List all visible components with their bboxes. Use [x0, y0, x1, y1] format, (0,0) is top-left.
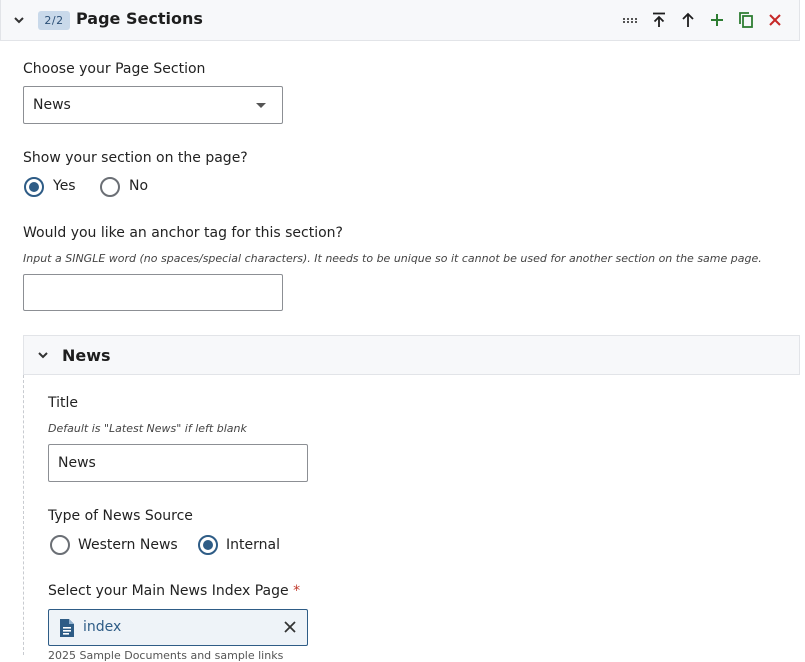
- drag-handle-icon[interactable]: [621, 11, 639, 29]
- title-help: Default is "Latest News" if left blank: [48, 422, 247, 435]
- show-section-label: Show your section on the page?: [23, 150, 248, 166]
- source-internal-radio[interactable]: [198, 535, 218, 555]
- section-title: Page Sections: [76, 9, 203, 28]
- source-western-radio[interactable]: [50, 535, 70, 555]
- title-input-value: News: [58, 455, 96, 471]
- section-count-badge: 2/2: [38, 11, 70, 30]
- news-block-header: [23, 335, 800, 375]
- title-label: Title: [48, 395, 79, 411]
- section-select-value: News: [33, 97, 71, 113]
- title-input[interactable]: [48, 444, 308, 482]
- section-header: [0, 0, 800, 41]
- duplicate-icon[interactable]: [737, 11, 755, 29]
- show-section-yes-label: Yes: [53, 178, 76, 194]
- section-select-label: Choose your Page Section: [23, 61, 206, 77]
- nested-divider: [23, 375, 24, 655]
- index-page-chooser[interactable]: [48, 609, 308, 646]
- anchor-help: Input a SINGLE word (no spaces/special characters). It needs to be unique so it cannot be used for another section on the same page.: [23, 252, 762, 265]
- chevron-down-icon[interactable]: [12, 13, 26, 27]
- index-page-footnote: 2025 Sample Documents and sample links: [48, 649, 284, 662]
- show-section-no-radio[interactable]: [100, 177, 120, 197]
- index-page-value[interactable]: index: [83, 619, 122, 635]
- move-up-icon[interactable]: [679, 11, 697, 29]
- section-select[interactable]: [23, 86, 283, 124]
- news-block-title: News: [62, 346, 111, 365]
- anchor-label: Would you like an anchor tag for this section?: [23, 225, 343, 241]
- source-internal-label: Internal: [226, 537, 280, 553]
- index-page-label: [48, 583, 300, 599]
- anchor-input[interactable]: [23, 274, 283, 311]
- clear-icon[interactable]: [283, 620, 297, 634]
- document-icon: [59, 618, 75, 638]
- index-page-label-text: Select your Main News Index Page: [48, 583, 289, 599]
- show-section-no-label: No: [129, 178, 149, 194]
- add-icon[interactable]: [708, 11, 726, 29]
- show-section-yes-radio[interactable]: [24, 177, 44, 197]
- caret-down-icon: [256, 103, 266, 108]
- chevron-down-icon[interactable]: [36, 348, 50, 362]
- news-source-label: Type of News Source: [48, 508, 193, 524]
- required-mark: *: [293, 583, 301, 599]
- source-western-label: Western News: [78, 537, 178, 553]
- move-to-top-icon[interactable]: [650, 11, 668, 29]
- delete-icon[interactable]: [766, 11, 784, 29]
